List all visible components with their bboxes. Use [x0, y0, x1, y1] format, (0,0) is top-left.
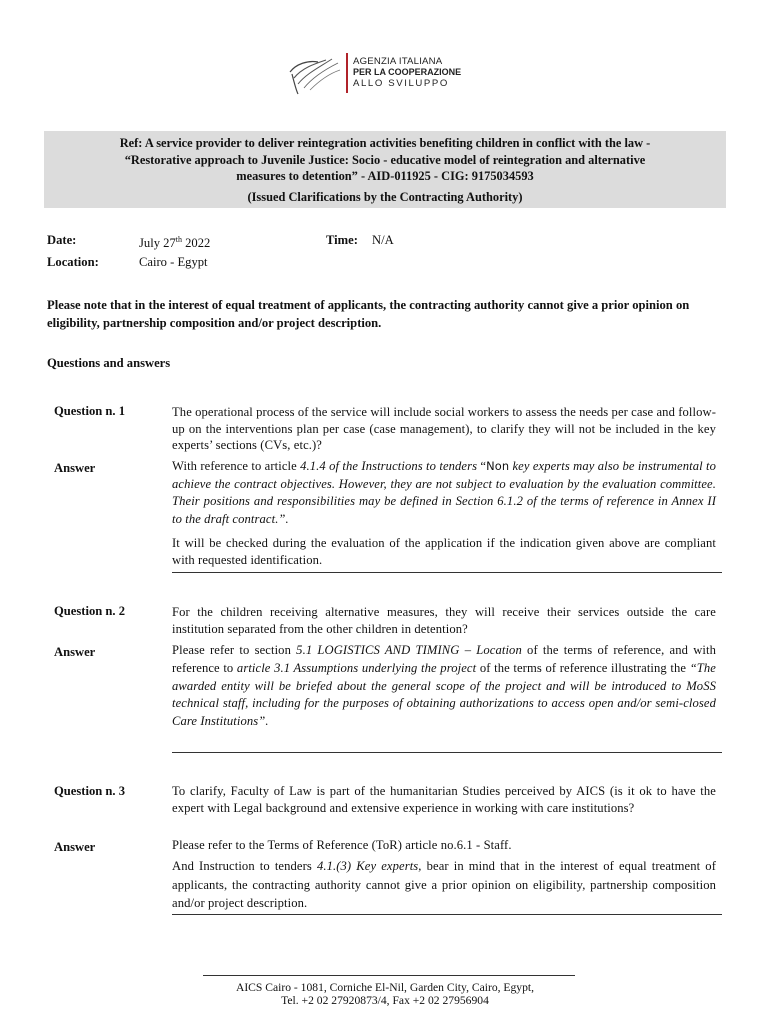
- question-1-text: The operational process of the service will include social workers to assess the needs per case and follow-up on the interventions plan per case (case management), to clarify they will not be included in the key experts’ sections (CVs, etc.)?: [172, 405, 717, 452]
- location-value: Cairo - Egypt: [139, 255, 208, 269]
- logo-line-1: AGENZIA ITALIANA: [353, 56, 443, 67]
- equal-treatment-notice: Please note that in the interest of equal treatment of applicants, the contracting authority cannot give a prior opinion on eligibility, partnership composition and/or project description.: [47, 298, 690, 330]
- ref-line-2: “Restorative approach to Juvenile Justice: Socio - educative model of reintegration and alternative: [124, 153, 646, 167]
- answer-2-text: Please refer to section 5.1 LOGISTICS AND TIMING – Location of the terms of reference, and with reference to article 3.1 Assumptions underlying the project of the terms of reference illustrating the “The awarded entity will be briefed about the general scope of the project and will be introduced to MoSS technical staff, including for the purposes of obtaining authorizations to access open and/or semi-closed Care Institutions”.: [172, 643, 716, 729]
- question-2-label: Question n. 2: [54, 604, 126, 618]
- answer-1-label: Answer: [54, 461, 96, 475]
- question-1-label: Question n. 1: [54, 404, 126, 418]
- logo-swirl-icon: [284, 54, 342, 96]
- answer-3-text: And Instruction to tenders 4.1.(3) Key experts, bear in mind that in the interest of equal treatment of applicants, the contracting authority cannot give a prior opinion on eligibility, partnership composition and/or project description.: [172, 859, 716, 910]
- logo-divider: [346, 53, 348, 93]
- answer-1-paragraph-2: It will be checked during the evaluation of the application if the indication given above are compliant with requested identification.: [172, 536, 716, 567]
- ref-line-4: (Issued Clarifications by the Contracting Authority): [247, 190, 523, 204]
- ref-line-1: Ref: A service provider to deliver reintegration activities benefiting children in conflict with the law -: [119, 136, 651, 150]
- question-3-label: Question n. 3: [54, 784, 126, 798]
- answer-3-line-1: Please refer to the Terms of Reference (ToR) article no.6.1 - Staff.: [172, 838, 512, 852]
- logo-line-3: ALLO SVILUPPO: [353, 78, 449, 89]
- logo-line-2: PER LA COOPERAZIONE: [353, 67, 462, 77]
- agency-logo: [284, 50, 462, 98]
- answer-2-label: Answer: [54, 645, 96, 659]
- date-label: Date:: [47, 233, 77, 247]
- question-2-text: For the children receiving alternative measures, they will receive their services outside the care institution separated from the other children in detention?: [172, 605, 716, 636]
- qa-section-title: Questions and answers: [47, 356, 171, 370]
- time-value: N/A: [372, 233, 394, 247]
- question-3-text: To clarify, Faculty of Law is part of the humanitarian Studies perceived by AICS (is it ok to have the expert with Legal background and extensive experience in working with care institutions?: [172, 784, 716, 815]
- reference-header-box: [44, 131, 726, 208]
- divider-1: [172, 572, 722, 573]
- answer-1-text: With reference to article 4.1.4 of the Instructions to tenders “Non key experts may also be instrumental to achieve the contract objectives. However, they are not subject to evaluation by the evaluation committee. Their positions and responsibilities may be defined in Section 6.1.2 of the terms of reference in Annex II to the draft contract.”.: [172, 459, 716, 526]
- footer-divider: [203, 975, 575, 976]
- ref-line-3: measures to detention” - AID-011925 - CIG: 9175034593: [236, 169, 534, 183]
- divider-3: [172, 914, 722, 915]
- footer-address: AICS Cairo - 1081, Corniche El-Nil, Garden City, Cairo, Egypt,: [235, 981, 535, 994]
- date-value: July 27th 2022: [139, 235, 211, 251]
- answer-3-label: Answer: [54, 840, 96, 854]
- time-label: Time:: [326, 233, 358, 247]
- footer-phone: Tel. +2 02 27920873/4, Fax +2 02 27956904: [281, 994, 489, 1007]
- divider-2: [172, 752, 722, 753]
- location-label: Location:: [47, 255, 99, 269]
